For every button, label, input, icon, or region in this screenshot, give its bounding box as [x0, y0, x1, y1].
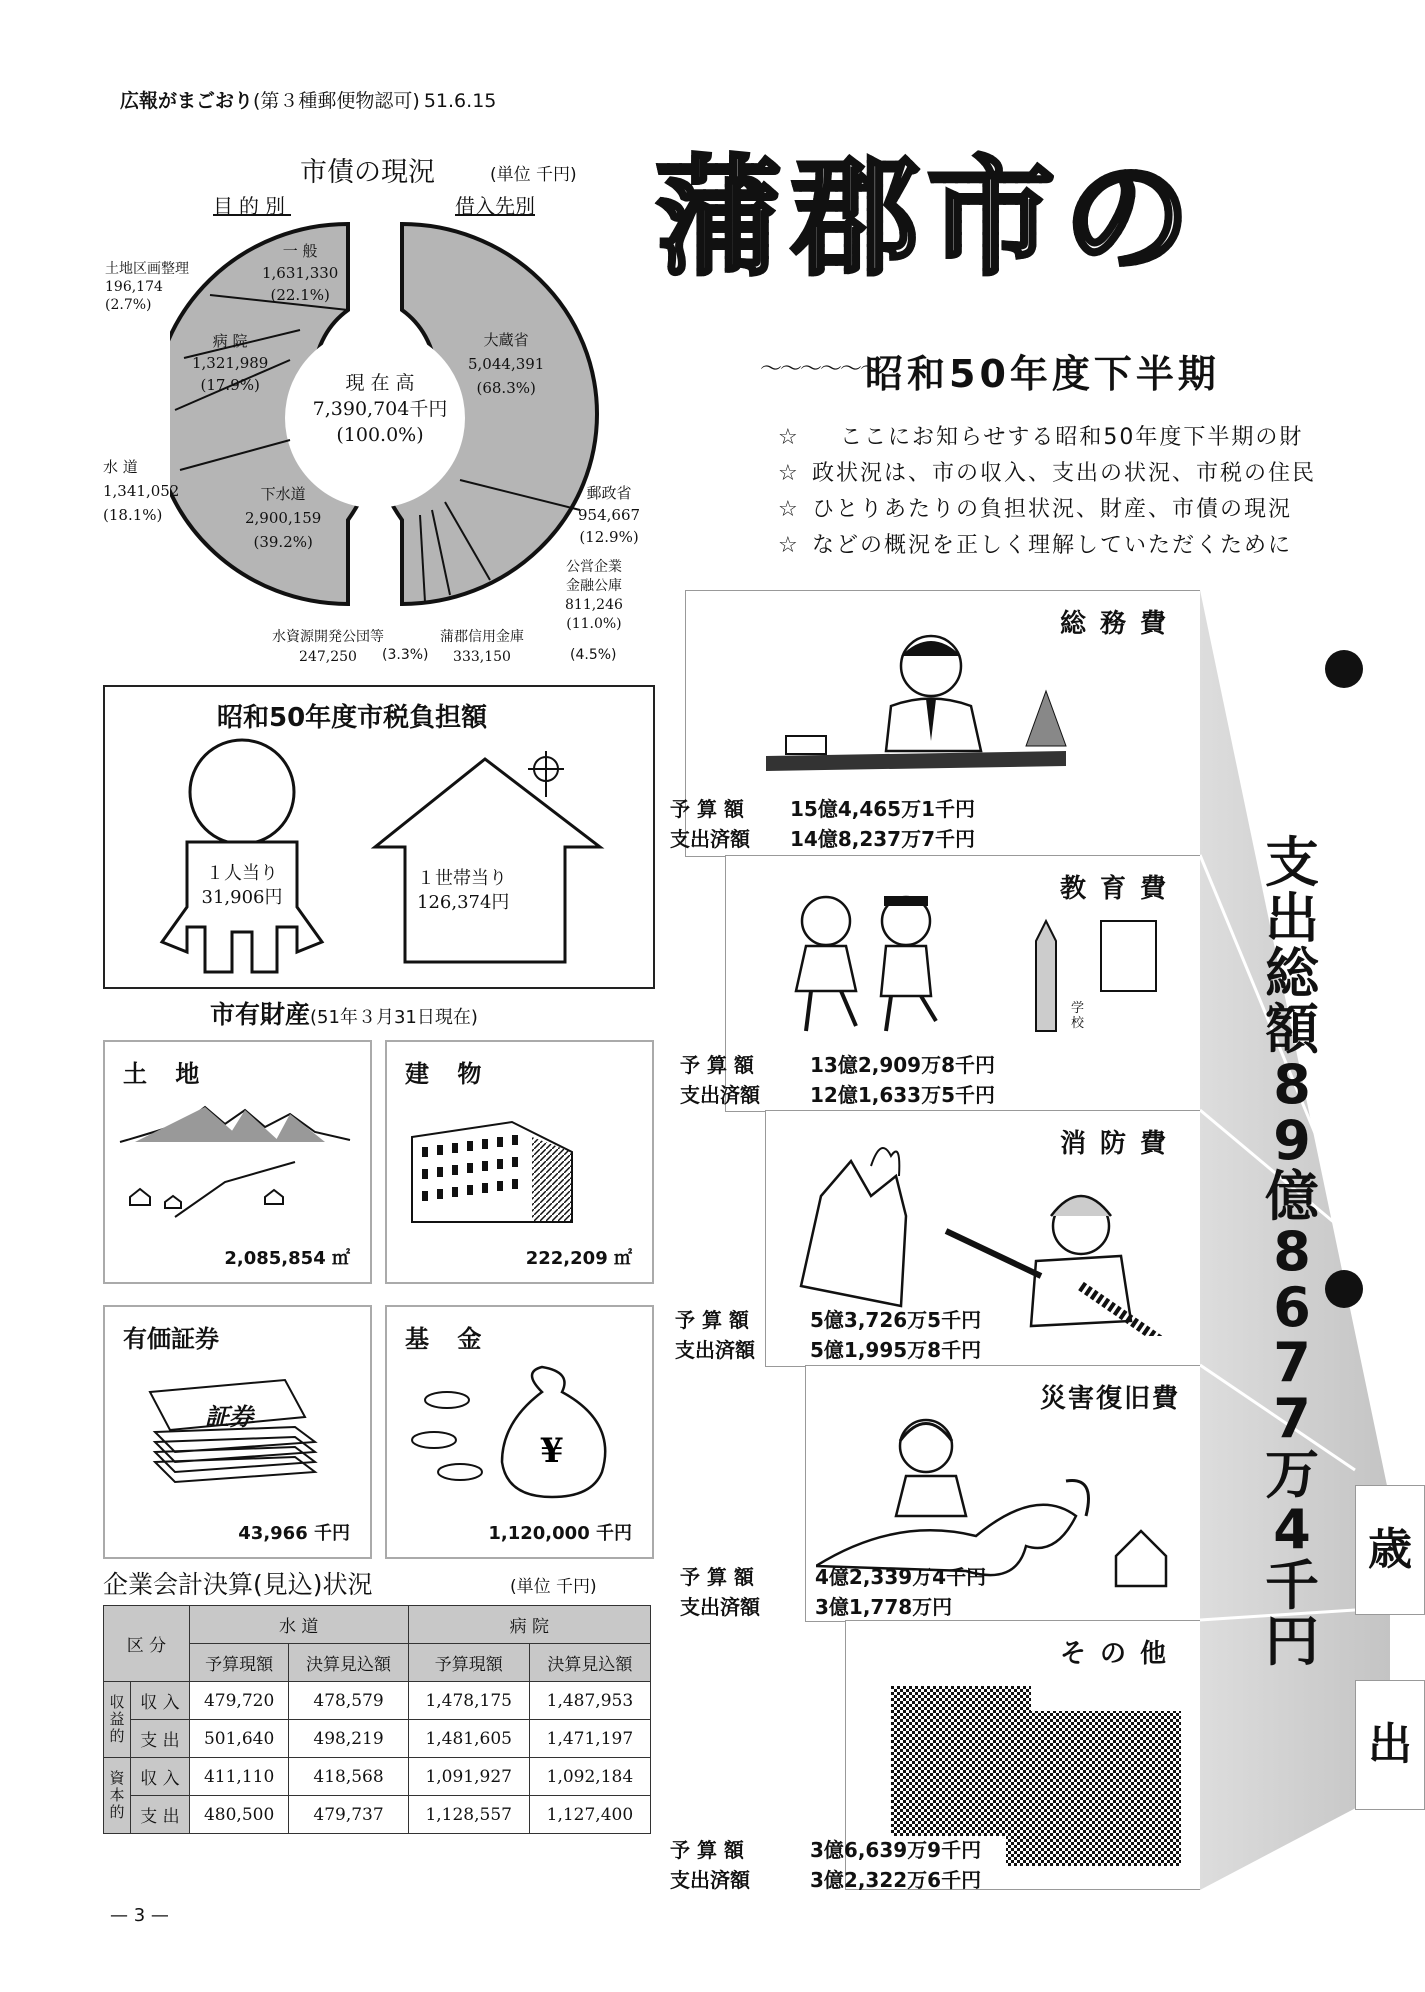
row-label: 支 出	[131, 1796, 190, 1834]
property-title-text: 市有財産	[210, 1000, 311, 1029]
lender-pct: (68.3%)	[476, 379, 536, 397]
spent-value: 14億8,237万7千円	[790, 827, 976, 851]
spent-value: 3億2,322万6千円	[810, 1868, 982, 1892]
center-pct: (100.0%)	[336, 424, 424, 446]
purpose-pct: (17.9%)	[200, 376, 260, 394]
purpose-value: 1,321,989	[192, 354, 269, 372]
purpose-name: 病 院	[212, 332, 248, 350]
table-row	[104, 1720, 651, 1758]
expenditure-name: 教育費	[1059, 874, 1180, 904]
budget-value: 13億2,909万8千円	[810, 1053, 996, 1077]
lender-value: 333,150	[453, 649, 511, 665]
purpose-name: 水 道	[103, 458, 138, 476]
school-sign: 学校	[1071, 1001, 1085, 1031]
lender-name: 郵政省	[586, 484, 632, 502]
table-cell: 480,500	[189, 1796, 289, 1834]
col-group-water: 水 道	[189, 1606, 408, 1644]
table-cell: 418,568	[289, 1758, 408, 1796]
section-tab-sai	[1355, 1485, 1425, 1615]
debt-left-label: 目的別	[213, 194, 291, 218]
property-label: 建 物	[405, 1060, 492, 1088]
table-row	[104, 1796, 651, 1834]
lender-value: 811,246	[565, 597, 623, 613]
lender-value: 5,044,391	[468, 355, 545, 373]
lender-name: 大蔵省	[483, 331, 529, 349]
table-cell: 501,640	[189, 1720, 289, 1758]
property-value: 1,120,000 千円	[488, 1523, 632, 1544]
lender-post	[578, 482, 640, 548]
purpose-name: 一 般	[282, 242, 318, 260]
purpose-land	[105, 260, 189, 314]
expenditure-name: 災害復旧費	[1039, 1384, 1180, 1414]
property-as-of: (51年３月31日現在)	[310, 1007, 478, 1028]
lender-public-finance	[565, 558, 623, 634]
column-header: 予算現額	[189, 1644, 289, 1682]
lender-water-resources	[272, 627, 384, 667]
section-header: 区 分	[104, 1606, 190, 1682]
budget-label: 予 算 額	[670, 1838, 744, 1862]
purpose-hospital	[192, 330, 268, 396]
column-header: 決算見込額	[289, 1644, 408, 1682]
main-title: 蒲郡市の	[655, 144, 1200, 293]
budget-value: 3億6,639万9千円	[810, 1838, 982, 1862]
debt-center	[300, 370, 460, 448]
expenditure-name: 消防費	[1059, 1129, 1180, 1159]
budget-other	[670, 1835, 981, 1895]
star-icon: ☆	[778, 497, 798, 522]
tax-burden-box	[103, 685, 655, 989]
purpose-general	[262, 240, 338, 306]
row-label: 収 入	[131, 1682, 190, 1720]
lender-water-resources-pct: (3.3%)	[382, 647, 429, 663]
subtitle: 昭和50年度下半期	[865, 352, 1220, 396]
property-securities	[103, 1305, 372, 1559]
tab-text: 出	[1368, 1719, 1412, 1770]
table-cell: 1,127,400	[529, 1796, 650, 1834]
budget-fire	[675, 1305, 981, 1365]
table-cell: 1,478,175	[408, 1682, 529, 1720]
lender-name: 公営企業	[565, 559, 622, 575]
purpose-sewer	[245, 482, 321, 554]
budget-label: 予 算 額	[680, 1053, 754, 1077]
row-label: 収 入	[131, 1758, 190, 1796]
enterprise-table	[103, 1605, 651, 1834]
per-household-label: １世帯当り	[417, 868, 507, 889]
spent-value: 5億1,995万8千円	[810, 1338, 982, 1362]
table-cell: 1,481,605	[408, 1720, 529, 1758]
publication-name: 広報がまごおり	[120, 90, 254, 112]
binding-hole-icon	[1325, 650, 1363, 688]
lender-name: 金融公庫	[565, 578, 622, 594]
purpose-pct: (39.2%)	[253, 533, 313, 551]
budget-label: 予 算 額	[670, 797, 744, 821]
title-wave: 〜〜〜〜〜〜	[760, 357, 881, 382]
intro-line: 政状況は、市の収入、支出の状況、市税の住民	[812, 461, 1317, 486]
property-label: 基 金	[405, 1325, 492, 1353]
budget-label: 予 算 額	[675, 1308, 749, 1332]
expenditure-name: その他	[1059, 1639, 1180, 1669]
property-building	[385, 1040, 654, 1284]
spent-label: 支出済額	[680, 1083, 760, 1107]
lender-pct: (11.0%)	[566, 616, 622, 632]
table-cell: 479,737	[289, 1796, 408, 1834]
lender-mof	[468, 328, 544, 400]
table-cell: 411,110	[189, 1758, 289, 1796]
person-figure	[117, 737, 367, 982]
spent-label: 支出済額	[670, 827, 750, 851]
property-land	[103, 1040, 372, 1284]
property-label: 土 地	[123, 1060, 210, 1088]
property-value: 43,966 千円	[238, 1523, 350, 1544]
property-title	[210, 995, 478, 1031]
debt-right-label: 借入先別	[455, 194, 535, 218]
spent-label: 支出済額	[680, 1595, 760, 1619]
total-expenditure: 支出総額89億8677万4千円	[1265, 831, 1319, 1673]
purpose-water	[103, 455, 179, 527]
center-label: 現 在 高	[345, 372, 415, 394]
office-worker-illustration	[766, 631, 1136, 781]
svg-text:¥: ¥	[540, 1431, 564, 1471]
table-cell: 1,091,927	[408, 1758, 529, 1796]
purpose-value: 1,341,052	[103, 482, 180, 500]
lender-name: 水資源開発公団等	[272, 629, 384, 645]
purpose-pct: (22.1%)	[270, 286, 330, 304]
group-label: 収益的	[104, 1682, 131, 1758]
budget-disaster	[680, 1562, 986, 1622]
center-value: 7,390,704千円	[312, 398, 448, 420]
lender-value: 954,667	[578, 506, 641, 524]
intro-text	[812, 420, 1392, 564]
star-icon: ☆	[778, 425, 798, 450]
star-icon: ☆	[778, 533, 798, 558]
table-cell: 1,471,197	[529, 1720, 650, 1758]
per-person-value: 31,906円	[201, 887, 283, 908]
budget-education	[680, 1050, 995, 1110]
enterprise-title: 企業会計決算(見込)状況	[103, 1570, 373, 1599]
budget-label: 予 算 額	[680, 1565, 754, 1589]
group-label: 資本的	[104, 1758, 131, 1834]
table-cell: 1,128,557	[408, 1796, 529, 1834]
col-group-hospital: 病 院	[408, 1606, 650, 1644]
table-cell: 1,092,184	[529, 1758, 650, 1796]
property-value: 2,085,854 ㎡	[224, 1248, 350, 1269]
property-label: 有価証券	[123, 1325, 219, 1353]
spent-label: 支出済額	[675, 1338, 755, 1362]
intro-line: ひとりあたりの負担状況、財産、市債の現況	[812, 497, 1293, 522]
money-bag-illustration	[402, 1362, 637, 1502]
section-tab-shutsu	[1355, 1680, 1425, 1810]
star-icon: ☆	[778, 461, 798, 486]
security-paper-text: 証券	[205, 1402, 253, 1431]
permit-note: (第３種郵便物認可)	[253, 90, 420, 112]
purpose-value: 2,900,159	[245, 509, 322, 527]
table-cell: 1,487,953	[529, 1682, 650, 1720]
per-person-label: １人当り	[206, 863, 278, 884]
lender-pct: (12.9%)	[579, 528, 639, 546]
table-row	[104, 1682, 651, 1720]
budget-value: 15億4,465万1千円	[790, 797, 976, 821]
lender-shinkin-pct: (4.5%)	[570, 647, 617, 663]
debt-unit: (単位 千円)	[490, 165, 577, 185]
spent-value: 12億1,633万5千円	[810, 1083, 996, 1107]
binding-hole-icon	[1325, 1270, 1363, 1308]
masthead	[120, 86, 496, 113]
column-header: 決算見込額	[529, 1644, 650, 1682]
budget-value: 4億2,339万4千円	[815, 1565, 987, 1589]
issue-date: 51.6.15	[423, 90, 497, 112]
intro-line: などの概況を正しく理解していただくために	[812, 533, 1293, 558]
per-person	[187, 862, 297, 910]
purpose-pct: (2.7%)	[105, 297, 152, 313]
lender-value: 247,250	[299, 649, 357, 665]
budget-general	[670, 794, 975, 854]
expenditure-name: 総務費	[1059, 609, 1180, 639]
table-cell: 498,219	[289, 1720, 408, 1758]
property-value: 222,209 ㎡	[525, 1248, 632, 1269]
property-fund	[385, 1305, 654, 1559]
tax-title: 昭和50年度市税負担額	[217, 703, 488, 733]
schoolchildren-illustration	[746, 881, 1166, 1041]
per-household	[417, 867, 509, 915]
purpose-value: 1,631,330	[262, 264, 339, 282]
building-illustration	[402, 1107, 632, 1227]
lender-name: 蒲郡信用金庫	[440, 629, 524, 645]
intro-stars	[778, 420, 798, 564]
mountain-illustration	[115, 1102, 355, 1222]
table-cell: 479,720	[189, 1682, 289, 1720]
column-header: 予算現額	[408, 1644, 529, 1682]
per-household-value: 126,374円	[417, 892, 510, 913]
debt-title: 市債の現況	[300, 157, 435, 188]
lender-shinkin	[440, 627, 524, 667]
budget-value: 5億3,726万5千円	[810, 1308, 982, 1332]
table-row	[104, 1758, 651, 1796]
row-label: 支 出	[131, 1720, 190, 1758]
spent-value: 3億1,778万円	[815, 1595, 953, 1619]
spent-label: 支出済額	[670, 1868, 750, 1892]
page-number: — 3 —	[110, 1905, 169, 1926]
purpose-name: 下水道	[260, 485, 306, 503]
tab-text: 歳	[1368, 1524, 1412, 1575]
house-figure	[360, 747, 630, 982]
enterprise-unit: (単位 千円)	[510, 1577, 597, 1597]
securities-illustration	[135, 1372, 335, 1492]
intro-line: ここにお知らせする昭和50年度下半期の財	[840, 425, 1304, 450]
table-cell: 478,579	[289, 1682, 408, 1720]
purpose-name: 土地区画整理	[105, 261, 189, 277]
purpose-pct: (18.1%)	[103, 506, 163, 524]
purpose-value: 196,174	[105, 279, 163, 295]
